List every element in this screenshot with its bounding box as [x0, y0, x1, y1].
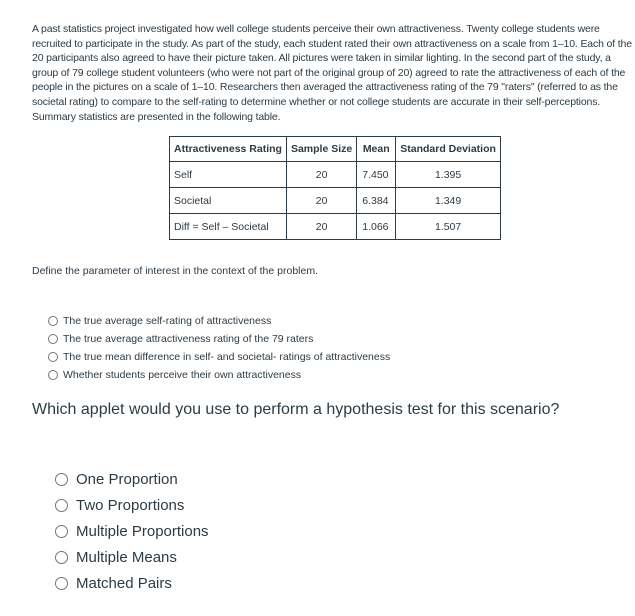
header-mean: Mean — [357, 137, 396, 162]
table-row — [170, 162, 501, 188]
question-2-options — [55, 466, 209, 596]
question-2-option[interactable] — [55, 544, 209, 570]
question-2-option[interactable] — [55, 570, 209, 596]
question-1-prompt: Define the parameter of interest in the context of the problem. — [32, 265, 318, 277]
radio-button[interactable] — [48, 352, 58, 362]
header-sample-size: Sample Size — [286, 137, 356, 162]
option-label: Whether students perceive their own attractiveness — [63, 369, 302, 381]
option-label: The true mean difference in self- and societal- ratings of attractiveness — [63, 351, 391, 363]
question-1-option[interactable] — [48, 366, 390, 384]
question-2-option[interactable] — [55, 492, 209, 518]
row-sample-size: 20 — [286, 214, 356, 240]
row-mean: 7.450 — [357, 162, 396, 188]
question-2-prompt: Which applet would you use to perform a hypothesis test for this scenario? — [32, 401, 560, 418]
radio-button[interactable] — [55, 473, 68, 486]
row-sample-size: 20 — [286, 188, 356, 214]
radio-button[interactable] — [55, 499, 68, 512]
header-standard-deviation: Standard Deviation — [396, 137, 501, 162]
row-standard-deviation: 1.507 — [396, 214, 501, 240]
radio-button[interactable] — [48, 334, 58, 344]
row-mean: 1.066 — [357, 214, 396, 240]
table-row — [170, 214, 501, 240]
problem-description: A past statistics project investigated how well college students perceive their own attractiveness. Twenty college students were recruited to participate in the study. As part of the study, each student rated their own attractiveness on a scale from 1–10. Each of the 20 participants also agreed to have their picture taken. All pictures were taken in similar lighting. In the second part of the study, a group of 79 college student volunteers (who were not part of the original group of 20) agreed to rate the attractiveness of each of the people in the pictures on a scale of 1–10. Researchers then averaged the attractiveness rating of the 79 "raters" (referred to as the societal rating) to compare to the self-rating to determine whether or not college students are accurate in their self-perceptions. Summary statistics are presented in the following table. — [32, 23, 632, 123]
question-1-options — [48, 312, 390, 384]
summary-statistics-table — [169, 136, 501, 240]
table-row — [170, 188, 501, 214]
question-1-option[interactable] — [48, 330, 390, 348]
option-label: Two Proportions — [76, 496, 185, 514]
table-header-row — [170, 137, 501, 162]
option-label: The true average self-rating of attractiveness — [63, 315, 272, 327]
radio-button[interactable] — [55, 525, 68, 538]
radio-button[interactable] — [48, 316, 58, 326]
question-2-option[interactable] — [55, 518, 209, 544]
radio-button[interactable] — [55, 577, 68, 590]
question-2-option[interactable] — [55, 466, 209, 492]
option-label: Multiple Means — [76, 548, 177, 566]
question-1-option[interactable] — [48, 312, 390, 330]
option-label: The true average attractiveness rating of the 79 raters — [63, 333, 314, 345]
radio-button[interactable] — [48, 370, 58, 380]
option-label: One Proportion — [76, 470, 178, 488]
row-standard-deviation: 1.395 — [396, 162, 501, 188]
row-label: Self — [170, 162, 287, 188]
radio-button[interactable] — [55, 551, 68, 564]
row-sample-size: 20 — [286, 162, 356, 188]
row-standard-deviation: 1.349 — [396, 188, 501, 214]
option-label: Multiple Proportions — [76, 522, 209, 540]
question-1-option[interactable] — [48, 348, 390, 366]
row-label: Societal — [170, 188, 287, 214]
row-mean: 6.384 — [357, 188, 396, 214]
row-label: Diff = Self – Societal — [170, 214, 287, 240]
option-label: Matched Pairs — [76, 574, 172, 592]
header-attractiveness-rating: Attractiveness Rating — [170, 137, 287, 162]
